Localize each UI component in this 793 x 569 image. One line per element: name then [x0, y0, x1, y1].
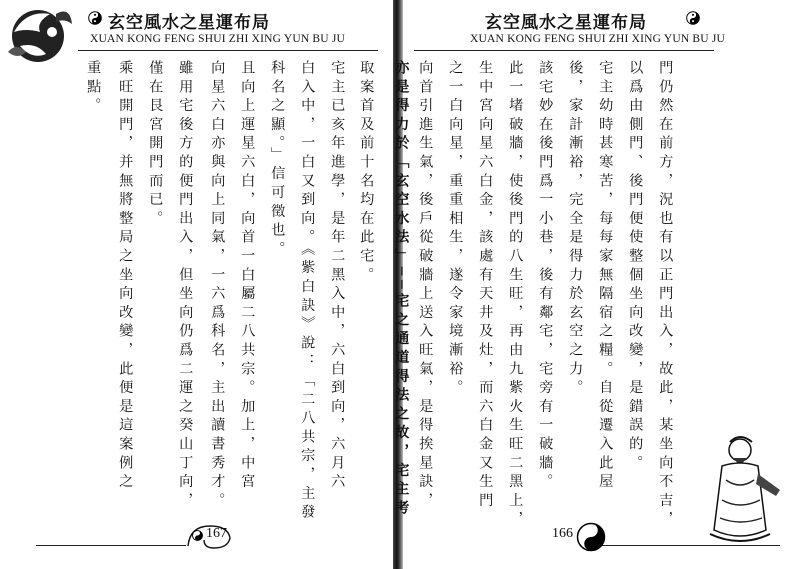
footer-rule — [600, 545, 780, 546]
text-column: 白入中，一白又到向。《紫白訣》說：「二八共宗，主發 — [299, 60, 316, 523]
bold-text-column: 亦是得力於「玄空水法」──宅之通道得法之故，宅主考 — [393, 60, 410, 519]
text-column: 此一堵破牆，使後門的八生旺，再由九紫火生旺二黑上， — [507, 60, 524, 530]
sage-illustration-icon — [700, 430, 790, 550]
footer-rule — [36, 545, 186, 546]
text-column: 重點。 — [85, 60, 102, 117]
text-column: 宅主已亥年進學，是年二黑入中，六白到向，六月六 — [329, 60, 346, 493]
book-subtitle: XUAN KONG FENG SHUI ZHI XING YUN BU JU — [90, 33, 346, 45]
text-column: 且向上運星六白，向首一白屬二八共宗。加上，中宮 — [239, 60, 256, 493]
page-number: 166 — [552, 526, 573, 541]
text-column: 生中宮向星六白金，該處有天井及灶，而六白金又生門 — [477, 60, 494, 512]
text-column: 僅在艮宮開門而已。 — [147, 60, 164, 230]
text-column: 向首引進生氣，後戶從破牆上送入旺氣，是得挨星訣， — [417, 60, 434, 512]
text-column: 之一白向星，重重相生，遂令家境漸裕。 — [447, 60, 464, 399]
header-rule — [78, 50, 378, 51]
book-title: 玄空風水之星運布局 — [485, 13, 647, 33]
text-column: 後，家計漸裕，完全是得力於玄空之力。 — [567, 60, 584, 399]
right-page — [393, 0, 793, 569]
yin-yang-icon — [686, 11, 700, 25]
text-column: 向星六白亦與向上同氣，一六爲科名，主出讀書秀才。 — [209, 60, 226, 512]
text-column: 取案首及前十名均在此宅。 — [358, 60, 375, 286]
dragon-emblem-icon — [6, 2, 76, 66]
text-column: 門仍然在前方，況也有以正門出入，故此，某坐向不吉， — [657, 60, 674, 530]
text-column: 該宅妙在後門爲一小巷，後有鄰宅，宅旁有一破牆。 — [537, 60, 554, 493]
yin-yang-icon — [192, 530, 203, 541]
page-number: 167 — [206, 526, 227, 541]
text-column: 以爲由側門、後門便使整個坐向改變，是錯誤的。 — [627, 60, 644, 474]
text-column: 宅主幼時甚寒苦，每每家無隔宿之糧。自從遷入此屋 — [597, 60, 614, 493]
left-page — [0, 0, 396, 569]
yin-yang-icon — [88, 11, 102, 25]
header-rule — [414, 50, 714, 51]
text-column: 科名之顯。」信可徵也。 — [269, 60, 286, 260]
book-subtitle: XUAN KONG FENG SHUI ZHI XING YUN BU JU — [470, 33, 726, 45]
text-column: 乘旺開門，并無將整局之坐向改變，此便是這案例之 — [117, 60, 134, 493]
book-title: 玄空風水之星運布局 — [108, 13, 270, 33]
yin-yang-icon — [576, 522, 606, 552]
text-column: 雖用宅後方的便門出入，但坐向仍爲二運之癸山丁向， — [177, 60, 194, 512]
